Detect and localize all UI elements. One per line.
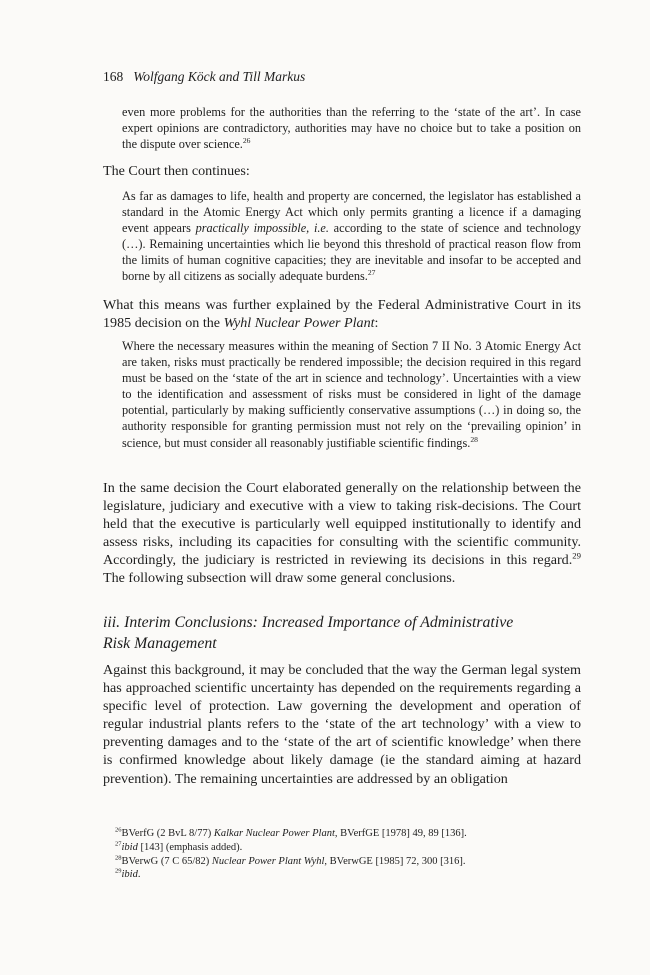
footnote-ref-28[interactable]: 28 [470,434,478,444]
footnote-ref-26[interactable]: 26 [242,136,251,146]
quote-1-text: even more problems for the authorities than the referring to the ‘state of the art’. In case expert opinions are contradictory, authorities may have no choice but to take a position on the dispute over science. [122,105,581,152]
section-heading [103,613,581,654]
footnote-29: $^{29}$ibid. [115,867,141,881]
paragraph-4 [103,661,581,788]
running-head [103,68,305,86]
footnote-26: $^{26}$BVerfG (2 BvL 8/77) Kalkar Nuclear Power Plant, BVerfGE [1978] 49, 89 [136]. [115,826,467,839]
quote-2-text-b: according to the state of science and technology (…). Remaining uncertainties which lie beyond this threshold of practical reason flow from the limits of human cognitive capacities; they are inevitable and insofar to be accepted and borne by all citizens as socially adequate burdens. [122,221,581,284]
quote-2-text-a: As far as damages to life, health and property are concerned, the legislator has established a standard in the Atomic Energy Act which only permits granting a licence if a damaging event appears [122,189,581,236]
paragraph-3 [103,479,581,588]
footnote-28: $^{28}$BVerwG (7 C 65/82) Nuclear Power Plant Wyhl, BVerwGE [1985] 72, 300 [316]. [115,854,466,867]
paragraph-2 [103,296,581,332]
footnote-27: $^{27}$ibid [143] (emphasis added). [115,840,243,853]
section-heading-line-2: Risk Management [103,634,217,652]
footnote-ref-27[interactable]: 27 [367,268,376,278]
paragraph-3-text-b: The following subsection will draw some general conclusions. [103,570,456,587]
quote-2-emphasis: practically impossible, i.e. [195,221,329,236]
block-quote-2 [122,188,581,285]
page-number: 168 [103,69,124,84]
block-quote-3 [122,338,581,451]
paragraph-2-case-name: Wyhl Nuclear Power Plant [223,315,375,332]
paragraph-2-text-a: What this means was further explained by the Federal Administrative Court in its 1985 decision on the [103,297,581,332]
section-heading-line-1: iii. Interim Conclusions: Increased Importance of Administrative [103,614,514,631]
footnotes [115,827,581,882]
quote-3-text: Where the necessary measures within the meaning of Section 7 II No. 3 Atomic Energy Act are taken, risks must practically be rendered impossible; the decision required in this regard must be based on the ‘state of the art in science and technology’. Uncertainties with a view to the identification and assessment of risks must be considered in light of the damage potential, particularly by making sufficiently conservative assumptions (…) in doing so, the authority responsible for granting permission must not rely on the ‘prevailing opinion’ in science, but must consider all reasonably justifiable scientific findings. [122,339,581,450]
paragraph-3-text-a: In the same decision the Court elaborated generally on the relationship between the legislature, judiciary and executive with a view to taking risk-decisions. The Court held that the executive is particularly well equipped institutionally to identify and assess risks, including its capacities for consulting with the scientific community. Accordingly, the judiciary is restricted in reviewing its decisions in this regard. [103,480,581,569]
block-quote-1 [122,104,581,152]
paragraph-4-text: Against this background, it may be concluded that the way the German legal system has approached scientific uncertainty has depended on the requirements regarding a specific level of protection. Law governing the development and operation of regular industrial plants refers to the ‘state of the art technology’ with a view to preventing damages and to the ‘state of the art of scientific knowledge’ when there is confirmed knowledge about likely damage (ie the standard aiming at hazard prevention). The remaining uncertainties are addressed by an obligation [103,662,581,787]
paragraph-1 [103,162,581,180]
author-line: Wolfgang Köck and Till Markus [133,69,306,84]
paragraph-1-text: The Court then continues: [103,163,250,179]
footnote-ref-29[interactable]: 29 [572,550,581,561]
paragraph-2-text-b: : [374,315,379,332]
